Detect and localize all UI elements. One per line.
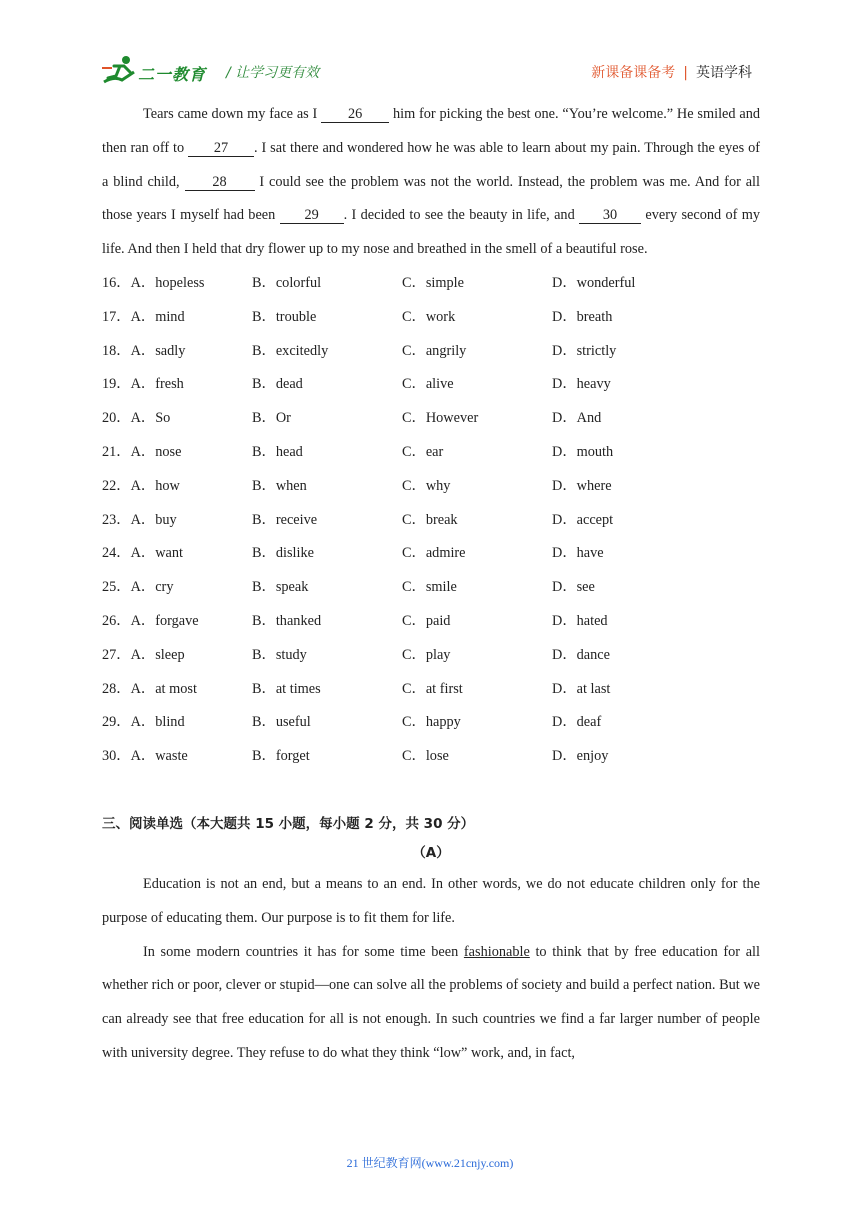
question-number: 25．	[102, 579, 131, 596]
header-course-label: 新课备课备考	[591, 65, 676, 81]
option-d[interactable]: D．hated	[552, 612, 608, 629]
question-row	[102, 267, 760, 301]
header-subject-label: 英语学科	[696, 65, 752, 81]
option-c[interactable]: C．angrily	[402, 342, 467, 359]
footer-link[interactable]: 21 世纪教育网(www.21cnjy.com)	[346, 1156, 514, 1170]
option-b[interactable]: B．at times	[252, 680, 321, 697]
underlined-word: fashionable	[463, 943, 530, 960]
option-b[interactable]: B．excitedly	[252, 342, 329, 359]
option-a-text: A．buy	[130, 511, 177, 528]
question-number: 18．	[102, 342, 131, 359]
option-b[interactable]: B．dead	[252, 376, 303, 393]
question-row	[102, 301, 760, 335]
question-number: 19．	[102, 376, 131, 393]
option-a[interactable]	[102, 402, 170, 436]
question-row	[102, 740, 760, 774]
option-a[interactable]	[102, 673, 197, 707]
logo	[100, 54, 220, 90]
option-c[interactable]: C．at first	[402, 680, 463, 697]
option-a[interactable]	[102, 639, 185, 673]
option-b[interactable]: B．useful	[252, 714, 311, 731]
question-row	[102, 504, 760, 538]
question-row	[102, 436, 760, 470]
option-d[interactable]: D．where	[552, 477, 612, 494]
question-number: 23．	[102, 511, 131, 528]
passage-text: every second of my life. And then I held that dry flower up to my nose and breathed in the smell of a beautiful rose.	[102, 207, 760, 258]
question-row	[102, 639, 760, 673]
question-row	[102, 706, 760, 740]
option-d[interactable]: D．strictly	[552, 342, 617, 359]
option-d[interactable]: D．accept	[552, 511, 614, 528]
option-b[interactable]: B．when	[252, 477, 307, 494]
option-a[interactable]	[102, 504, 177, 538]
question-row	[102, 571, 760, 605]
reading-paragraph-2	[102, 936, 760, 1071]
page-content	[102, 98, 760, 1071]
question-row	[102, 335, 760, 369]
option-a-text: A．how	[130, 477, 180, 494]
question-row	[102, 402, 760, 436]
question-number: 26．	[102, 612, 131, 629]
option-a-text: A．So	[130, 410, 171, 427]
page-header	[0, 0, 860, 96]
passage-text: I could see the problem was not the world. Instead, the problem was me. And for all those years I myself had been	[102, 173, 761, 224]
reading-paragraph-1: Education is not an end, but a means to an end. In other words, we do not educate children only for the purpose of educating them. Our purpose is to fit them for life.	[102, 875, 760, 926]
option-c[interactable]: C．play	[402, 646, 451, 663]
option-a-text: A．hopeless	[130, 274, 205, 291]
paragraph-text: to think that by free education for all whether rich or poor, clever or stupid—one can solve all the problems of society and build a perfect nation. But we can already see that free education for all is not enough. In such countries we find a far larger number of people with university degree. They refuse to do what they think “low” work, and, in fact,	[102, 943, 760, 1061]
option-a[interactable]	[102, 571, 173, 605]
passage-text: Tears came down my face as I	[143, 106, 322, 122]
logo-text: 二一教育	[138, 65, 207, 84]
option-a[interactable]	[102, 368, 184, 402]
question-number: 30．	[102, 748, 131, 765]
option-b[interactable]: B．forget	[252, 748, 310, 765]
option-a-text: A．nose	[130, 443, 182, 460]
option-a[interactable]	[102, 470, 180, 504]
passage-text: him for picking the best one. “You’re welcome.” He smiled and then ran off to	[102, 106, 761, 156]
blank-29: 29	[280, 207, 344, 224]
question-number: 21．	[102, 443, 131, 460]
option-d[interactable]: D．deaf	[552, 714, 602, 731]
option-c[interactable]: C．lose	[402, 748, 449, 765]
question-row	[102, 470, 760, 504]
slogan: / 让学习更有效	[226, 65, 320, 81]
option-d[interactable]: D．wonderful	[552, 274, 636, 291]
option-d[interactable]: D．enjoy	[552, 748, 609, 765]
option-d[interactable]: D．at last	[552, 680, 611, 697]
question-number: 24．	[102, 545, 131, 562]
option-b[interactable]: B．dislike	[252, 545, 314, 562]
option-a-text: A．at most	[130, 680, 197, 697]
option-c[interactable]: C．simple	[402, 274, 464, 291]
blank-26: 26	[321, 106, 389, 123]
question-number: 28．	[102, 680, 131, 697]
option-c[interactable]: C．work	[402, 308, 456, 325]
question-number: 27．	[102, 646, 131, 663]
option-b[interactable]: B．study	[252, 646, 307, 663]
option-b[interactable]: B．head	[252, 443, 303, 460]
header-right	[591, 62, 752, 82]
option-d[interactable]: D．dance	[552, 646, 610, 663]
option-a[interactable]	[102, 537, 183, 571]
blank-30: 30	[579, 207, 641, 224]
option-b[interactable]: B．Or	[252, 410, 291, 427]
question-row	[102, 368, 760, 402]
option-d[interactable]: D．see	[552, 579, 595, 596]
option-a-text: A．fresh	[130, 376, 184, 393]
passage-text: . I decided to see the beauty in life, and	[343, 207, 580, 224]
option-c[interactable]: C．why	[402, 477, 451, 494]
option-a-text: A．sadly	[130, 342, 186, 359]
option-c[interactable]: C．alive	[402, 376, 454, 393]
option-a[interactable]	[102, 301, 185, 335]
option-a[interactable]	[102, 267, 204, 301]
paragraph-text: In some modern countries it has for some time been	[143, 943, 464, 960]
option-c[interactable]: C．However	[402, 410, 479, 427]
header-separator: |	[683, 65, 688, 81]
option-b[interactable]: B．speak	[252, 579, 309, 596]
option-a-text: A．blind	[130, 714, 185, 731]
option-c[interactable]: C．ear	[402, 443, 444, 460]
options-list	[102, 267, 760, 774]
option-b[interactable]: B．colorful	[252, 274, 322, 291]
option-d[interactable]: D．heavy	[552, 376, 611, 393]
option-b[interactable]: B．receive	[252, 511, 318, 528]
question-number: 16．	[102, 274, 131, 291]
option-a-text: A．cry	[130, 579, 174, 596]
blank-28: 28	[185, 174, 255, 191]
option-a[interactable]	[102, 706, 185, 740]
option-d[interactable]: D．And	[552, 410, 602, 427]
runner-logo-icon	[100, 54, 140, 88]
option-d[interactable]: D．mouth	[552, 443, 614, 460]
option-c[interactable]: C．smile	[402, 579, 457, 596]
option-a-text: A．sleep	[130, 646, 185, 663]
option-a[interactable]	[102, 605, 199, 639]
blank-27: 27	[188, 140, 254, 157]
question-row	[102, 537, 760, 571]
passage-label: （A）	[412, 844, 450, 861]
cloze-passage	[102, 98, 760, 267]
option-a[interactable]	[102, 740, 188, 774]
passage-text: . I sat there and wondered how he was able to learn about my pain. Through the eyes of a blind child,	[102, 139, 760, 190]
option-b[interactable]: B．trouble	[252, 308, 317, 325]
option-d[interactable]: D．have	[552, 545, 604, 562]
option-c[interactable]: C．happy	[402, 714, 461, 731]
option-b[interactable]: B．thanked	[252, 612, 322, 629]
option-c[interactable]: C．admire	[402, 545, 466, 562]
option-a[interactable]	[102, 335, 185, 369]
option-d[interactable]: D．breath	[552, 308, 613, 325]
question-row	[102, 605, 760, 639]
question-number: 22．	[102, 477, 131, 494]
option-a[interactable]	[102, 436, 181, 470]
question-row	[102, 673, 760, 707]
option-a-text: A．forgave	[130, 612, 199, 629]
question-number: 20．	[102, 410, 131, 427]
section-title: 三、阅读单选（本大题共 15 小题，每小题 2 分，共 30 分）	[102, 815, 475, 832]
question-number: 29．	[102, 714, 131, 731]
option-a-text: A．want	[130, 545, 184, 562]
option-c[interactable]: C．break	[402, 511, 458, 528]
question-number: 17．	[102, 308, 131, 325]
option-c[interactable]: C．paid	[402, 612, 451, 629]
option-a-text: A．mind	[130, 308, 185, 325]
option-a-text: A．waste	[130, 748, 188, 765]
